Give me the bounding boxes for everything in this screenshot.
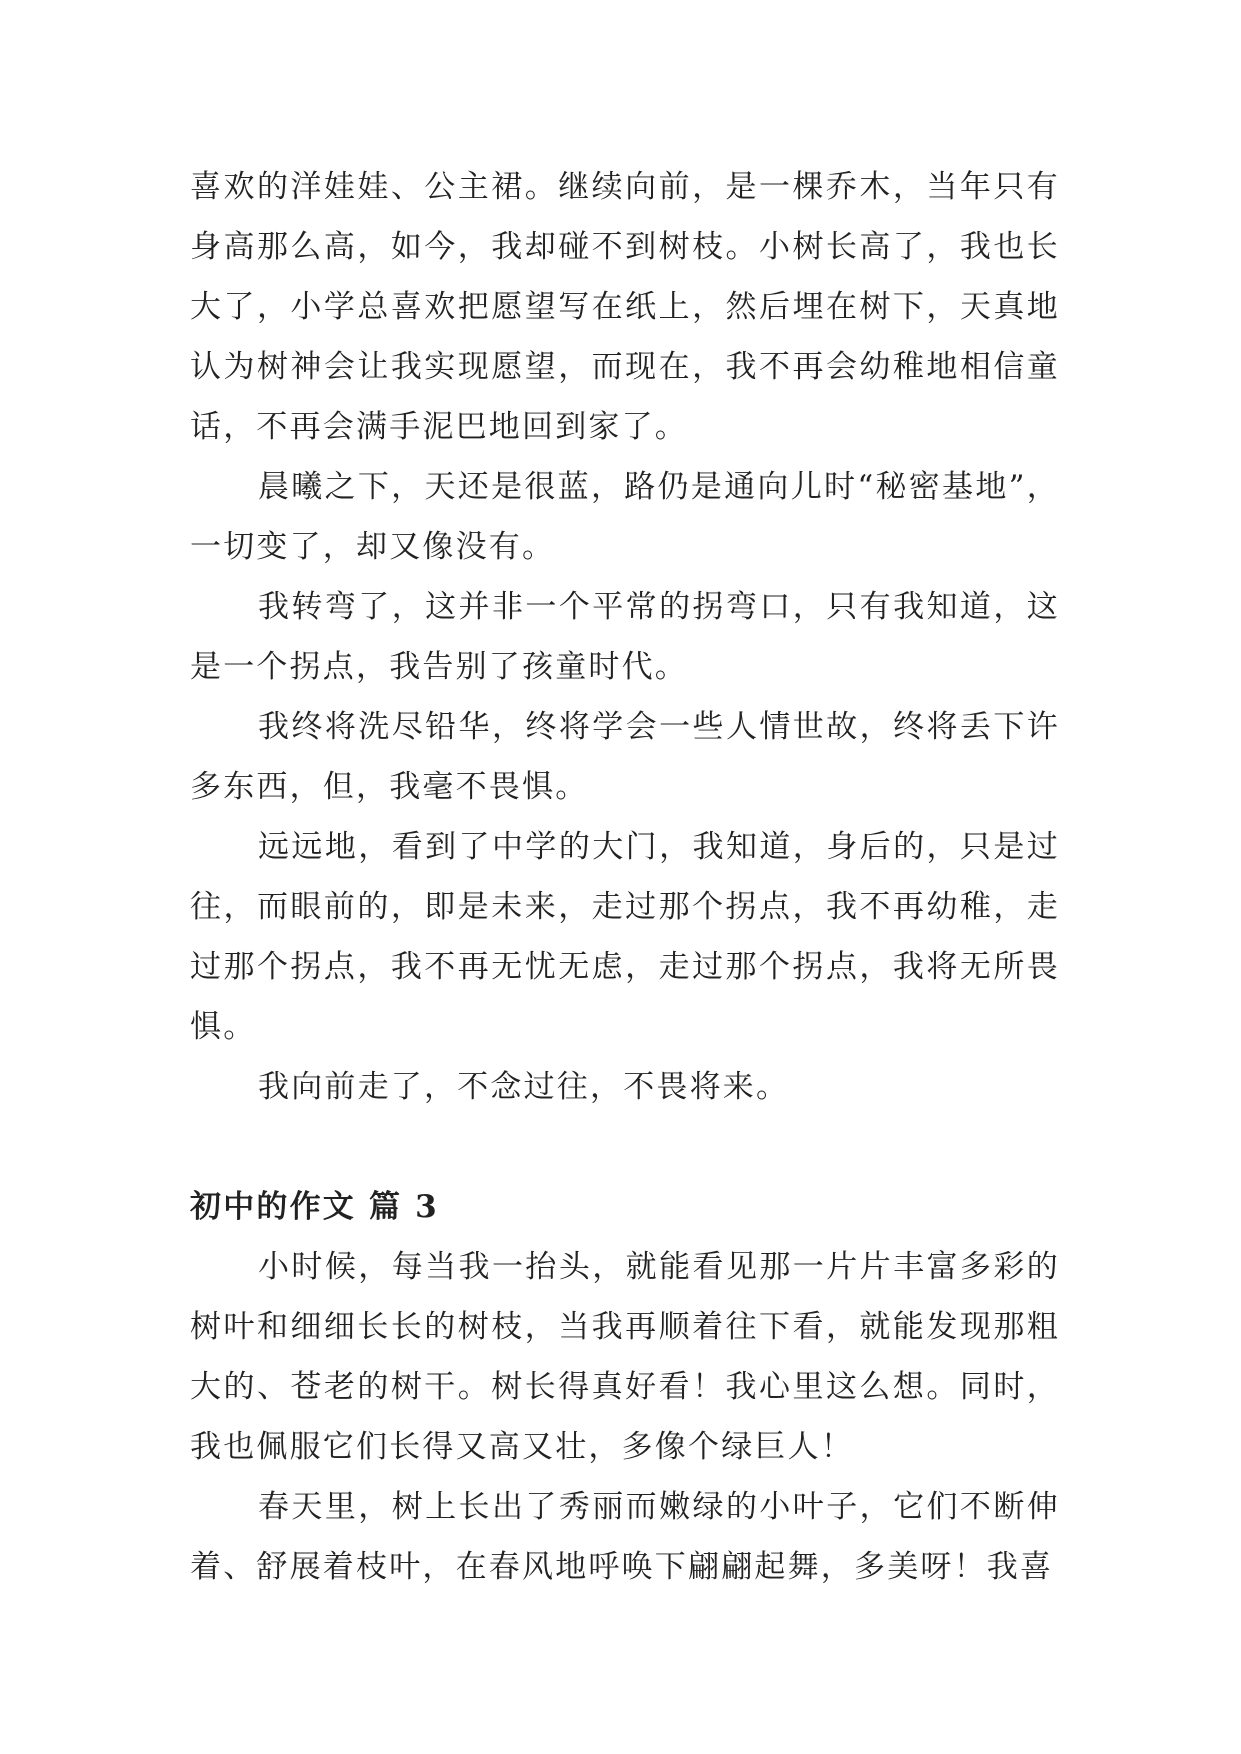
document-page xyxy=(190,157,1060,1597)
paragraph: 晨曦之下，天还是很蓝，路仍是通向儿时“秘密基地”，一切变了，却又像没有。 xyxy=(190,469,1060,565)
paragraph: 我转弯了，这并非一个平常的拐弯口，只有我知道，这是一个拐点，我告别了孩童时代。 xyxy=(190,589,1060,685)
paragraph: 春天里，树上长出了秀丽而嫩绿的小叶子，它们不断伸着、舒展着枝叶，在春风地呼唤下翩翩起舞，多美呀！我喜 xyxy=(190,1489,1060,1585)
paragraph: 我向前走了，不念过往，不畏将来。 xyxy=(258,1069,790,1105)
section-heading: 初中的作文 篇 3 xyxy=(190,1189,439,1225)
paragraph: 远远地，看到了中学的大门，我知道，身后的，只是过往，而眼前的，即是未来，走过那个拐点，我不再幼稚，走过那个拐点，我不再无忧无虑，走过那个拐点，我将无所畏惧。 xyxy=(190,829,1060,1045)
paragraph-continued: 喜欢的洋娃娃、公主裙。继续向前，是一棵乔木，当年只有身高那么高，如今，我却碰不到树枝。小树长高了，我也长大了，小学总喜欢把愿望写在纸上，然后埋在树下，天真地认为树神会让我实现愿望，而现在，我不再会幼稚地相信童话，不再会满手泥巴地回到家了。 xyxy=(190,169,1060,445)
paragraph: 我终将洗尽铅华，终将学会一些人情世故，终将丢下许多东西，但，我毫不畏惧。 xyxy=(190,709,1060,805)
paragraph: 小时候，每当我一抬头，就能看见那一片片丰富多彩的树叶和细细长长的树枝，当我再顺着往下看，就能发现那粗大的、苍老的树干。树长得真好看！我心里这么想。同时，我也佩服它们长得又高又壮，多像个绿巨人！ xyxy=(190,1249,1060,1465)
